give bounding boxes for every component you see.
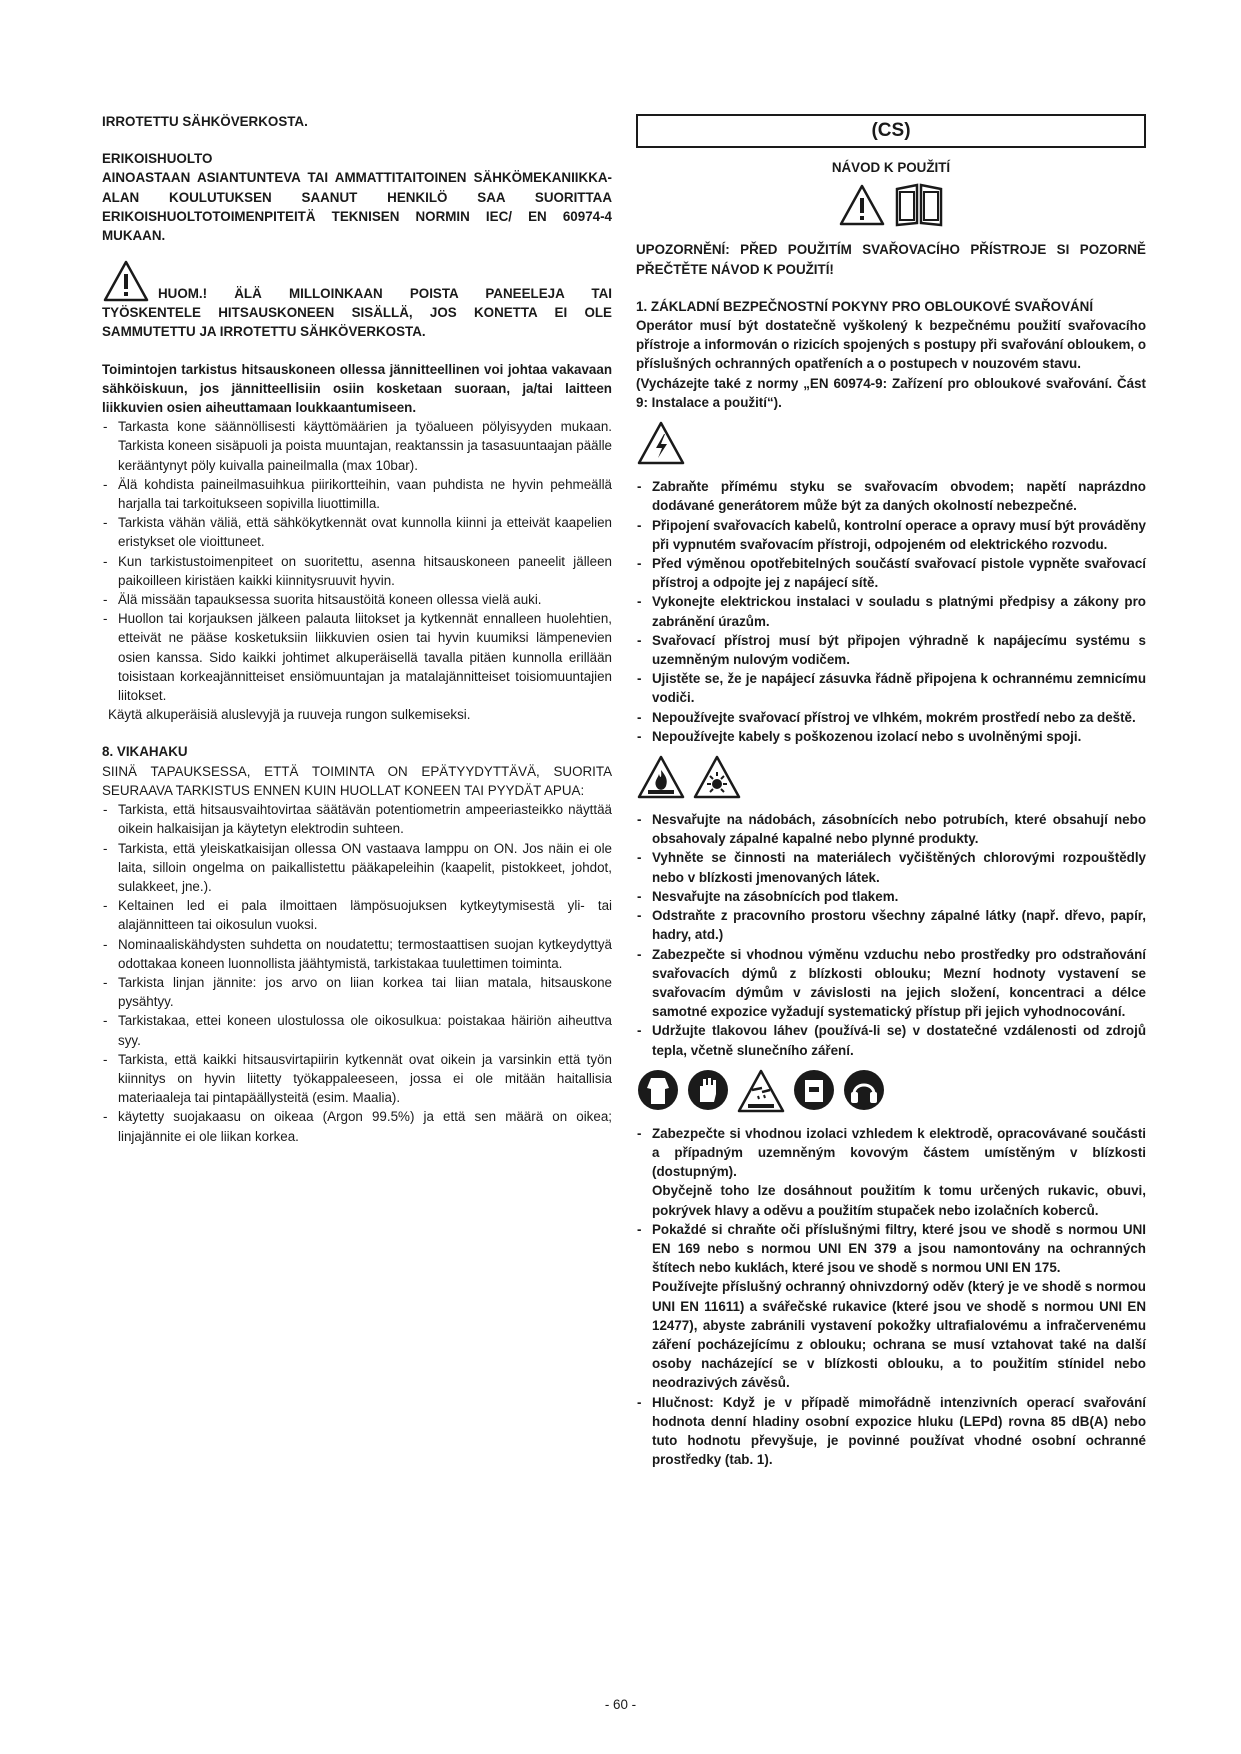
- corrosive-hazard-icon: [736, 1068, 786, 1114]
- list-item: - Tarkista vähän väliä, että sähkökytkennät ovat kunnolla kiinni ja etteivät kaapelien eristykset ole vioittuneet.: [102, 513, 612, 551]
- list-item: - Zabezpečte si vhodnou výměnu vzduchu nebo prostředky pro odstraňování svařovacích dýmů z blízkosti oblouku; Mezní hodnoty vystavení se svařovacím dýmům v závislosti na jejich složení, koncentraci a délce samotné expozice vyžadují systematický přístup při jejich vyhodnocování.: [636, 945, 1146, 1022]
- list-item: - Nominaaliskähdysten suhdetta on noudatettu; termostaattisen suojan kytkeydyttyä odottakaa koneen luonnollista jäähtymistä, tarkistakaa tuulettimen toiminta.: [102, 935, 612, 973]
- special-maintenance-body: AINOASTAAN ASIANTUNTEVA TAI AMMATTITAITOINEN SÄHKÖMEKANIIKKA-ALAN KOULUTUKSEN SAANUT HENKILÖ SAA SUORITTAA ERIKOISHUOLTOTOIMENPITEITÄ TEKNISEN NORMIN IEC/ EN 60974-4 MUKAAN.: [102, 170, 612, 244]
- list-item: [636, 1393, 1146, 1470]
- explosion-hazard-icon: [692, 754, 742, 800]
- list-item: - käytetty suojakaasu on oikeaa (Argon 99.5%) ja että sen määrä on oikea; linjajännite ei ole liikan korkea.: [102, 1107, 612, 1145]
- list-item: - Udržujte tlakovou láhev (používá-li se) v dostatečné vzdálenosti od zdrojů tepla, včetně slunečního záření.: [636, 1021, 1146, 1059]
- electric-shock-warning-icon: [636, 420, 686, 466]
- ppe-list-3: [636, 1393, 1146, 1470]
- read-manual-icons: [636, 183, 1146, 232]
- disconnected-note: IRROTETTU SÄHKÖVERKOSTA.: [102, 114, 308, 129]
- note-lead: HUOM.! ÄLÄ MILLOINKAAN POISTA PANEELEJA TAI: [158, 286, 612, 302]
- ppe-item-2: Pokaždé si chraňte oči příslušnými filtry, které jsou ve shodě s normou UNI EN 169 nebo s normou UNI EN 379 a jsou namontovány na ochranných štítech nebo kuklách, které jsou ve shodě s normou UNI EN 175.: [652, 1221, 1146, 1276]
- special-maintenance-title: ERIKOISHUOLTO: [102, 151, 213, 167]
- fault-list: [102, 800, 612, 1146]
- ppe-list: [636, 1124, 1146, 1182]
- list-item: - Keltainen led ei pala ilmoittaen lämpösuojuksen kytkeytymisestä yli- tai alajännitteen tai oikosulun vuoksi.: [102, 896, 612, 934]
- section-1-norm: (Vycházejte také z normy „EN 60974-9: Zařízení pro obloukové svařování. Část 9: Instalace a použití“).: [636, 375, 1146, 410]
- list-item: - Tarkista, että yleiskatkaisijan ollessa ON vastaava lamppu on ON. Jos näin ei ole laita, silloin ongelma on paikallistettu pääkapeleihin (kaapelit, pistokkeet, johdot, sulakkeet, jne.).: [102, 839, 612, 897]
- left-column: [102, 112, 612, 1146]
- list-item: - Tarkista linjan jännite: jos arvo on liian korkea tai liian matala, hitsauskone pysähtyy.: [102, 973, 612, 1011]
- maintenance-list: [102, 417, 612, 705]
- ppe-list-2: [636, 1220, 1146, 1278]
- list-item: - Odstraňte z pracovního prostoru všechny zápalné látky (např. dřevo, papír, hadry, atd.): [636, 906, 1146, 944]
- language-code: (CS): [871, 120, 911, 142]
- list-item: - Vyhněte se činnosti na materiálech vyčištěných chlorovými rozpouštědly nebo v blízkosti jmenovaných látek.: [636, 848, 1146, 886]
- list-item: - Ujistěte se, že je napájecí zásuvka řádně připojena k ochrannému zemnicímu vodiči.: [636, 669, 1146, 707]
- list-item: - Tarkista, että kaikki hitsausvirtapiirin kytkennät ovat oikein ja varsinkin että työn kiinnitys on hyvin liitetty työkappaleeseen, jossa ei ole mitään haitallisia materiaaleja tai pintapäällysteitä (esim. Maalia).: [102, 1050, 612, 1108]
- list-item: - Älä kohdista paineilmasuihkua piirikortteihin, vaan puhdista ne hyvin pehmeällä harjalla tai tarkoitukseen sopivilla liuottimilla.: [102, 475, 612, 513]
- list-item: [636, 1220, 1146, 1278]
- list-item: [636, 1124, 1146, 1182]
- list-item: - Svařovací přístroj musí být připojen výhradně k napájecímu systému s uzemněným nulovým vodičem.: [636, 631, 1146, 669]
- open-manual-icon: [894, 183, 944, 227]
- face-shield-icon: [792, 1068, 836, 1112]
- list-item: - Nepoužívejte svařovací přístroj ve vlhkém, mokrém prostředí nebo za deště.: [636, 708, 1146, 727]
- list-item: - Tarkasta kone säännöllisesti käyttömäärien ja työalueen pölyisyyden mukaan. Tarkista koneen sisäpuoli ja poista muuntajan, reaktanssin ja tasasuuntaajan päälle kerääntynyt pöly kuivalla paineilmalla (max 10bar).: [102, 417, 612, 475]
- check-warning: Toimintojen tarkistus hitsauskoneen ollessa jännitteellinen voi johtaa vakavaan sähköiskuun, jos jännitteellisiin osiin kosketaan suoraan, ja/tai laitteen liikkuvien osien aiheuttamaan loukkaantumiseen.: [102, 361, 612, 416]
- list-item: - Nesvařujte na zásobnících pod tlakem.: [636, 887, 1146, 906]
- list-item: - Älä missään tapauksessa suorita hitsaustöitä koneen ollessa vielä auki.: [102, 590, 612, 609]
- fire-safety-list: [636, 810, 1146, 1060]
- ppe-item-1-continuation: Obyčejně toho lze dosáhnout použitím k tomu určených rukavic, obuvi, pokrývek hlavy a oděvu a použitím stupaček nebo izolačních koberců.: [652, 1183, 1146, 1218]
- page-number: - 60 -: [604, 1697, 637, 1712]
- fault-finding-title: 8. VIKAHAKU: [102, 744, 188, 760]
- manual-title: NÁVOD K POUŽITÍ: [831, 160, 951, 175]
- language-code-box: [636, 114, 1146, 148]
- note-rest: TYÖSKENTELE HITSAUSKONEEN SISÄLLÄ, JOS KONETTA EI OLE SAMMUTETTU JA IRROTETTU SÄHKÖVERKOSTA.: [102, 305, 612, 340]
- ppe-item-3: Hlučnost: Když je v případě mimořádně intenzivních operací svařování hodnota denní hladiny osobní expozice hluku (LEPd) rovna 85 dB(A) nebo tuto hodnotu převyšuje, je povinné používat vhodné osobní ochranné prostředky (tab. 1).: [652, 1394, 1146, 1468]
- list-item: - Před výměnou opotřebitelných součástí svařovací pistole vypněte svařovací přístroj a odpojte jej z napájecí sítě.: [636, 554, 1146, 592]
- list-item: - Huollon tai korjauksen jälkeen palauta liitokset ja kytkennät ennalleen huolehtien, etteivät ne pääse kosketuksiin liikkuvien osien tai hyvin kuumiksi lämpenevien osien kanssa. Sido kaikki johtimet alkuperäisellä tavalla pitäen kunnolla erillään toisistaan korkeajännitteiset ensiömuuntajan ja matalajännitteiset toisiomuuntajien liitokset.: [102, 609, 612, 705]
- list-item: - Nesvařujte na nádobách, zásobnících nebo potrubích, které obsahují nebo obsahovaly zápalné kapalné nebo plynné produkty.: [636, 810, 1146, 848]
- ear-protection-icon: [842, 1068, 886, 1112]
- ppe-item-2-continuation: Používejte příslušný ochranný ohnivzdorný oděv (který je ve shodě s normou UNI EN 11611) a svářečské rukavice (které jsou ve shodě s normou UNI EN 12477), abyste zabránili vystavení pokožky ultrafialovému a infračervenému záření pocházejícímu z oblouku; ochrana se musí vztahovat také na další osoby nacházející se v blízkosti oblouku, a to použitím stínidel nebo neodrazivých závěsů.: [652, 1279, 1146, 1391]
- list-item: - Kun tarkistustoimenpiteet on suoritettu, asenna hitsauskoneen paneelit jälleen paikoilleen kiristäen kaikki kiinnitysruuvit hyvin.: [102, 552, 612, 590]
- list-item: - Tarkistakaa, ettei koneen ulostulossa ole oikosulkua: poistakaa häiriön aiheuttva syy.: [102, 1011, 612, 1049]
- fire-hazard-icon: [636, 754, 686, 800]
- list-item: - Zabraňte přímému styku se svařovacím obvodem; napětí naprázdno dodávané generátorem může být za daných okolností nebezpečné.: [636, 477, 1146, 515]
- protective-gloves-icon: [686, 1068, 730, 1112]
- fault-finding-intro: SIINÄ TAPAUKSESSA, ETTÄ TOIMINTA ON EPÄTYYDYTTÄVÄ, SUORITA SEURAAVA TARKISTUS ENNEN KUIN HUOLLAT KONEEN TAI PYYDÄT APUA:: [102, 763, 612, 798]
- ppe-icons: [636, 1068, 1146, 1114]
- original-parts-note: Käytä alkuperäisiä aluslevyjä ja ruuveja rungon sulkemiseksi.: [108, 707, 471, 723]
- ppe-item-1: Zabezpečte si vhodnou izolaci vzhledem k elektrodě, opracovávané součásti a případným uzemněným kovovým částem umístěným v blízkosti (dostupným).: [652, 1125, 1146, 1180]
- read-manual-warning: UPOZORNĚNÍ: PŘED POUŽITÍM SVAŘOVACÍHO PŘÍSTROJE SI POZORNĚ PŘEČTĚTE NÁVOD K POUŽITÍ!: [636, 242, 1146, 277]
- list-item: - Tarkista, että hitsausvaihtovirtaa säätävän potentiometrin ampeeriasteikko näyttää oikein halkaisijan ja käytetyn elektrodin suhteen.: [102, 800, 612, 838]
- electric-safety-list: [636, 477, 1146, 746]
- protective-clothing-icon: [636, 1068, 680, 1112]
- section-1-body: Operátor musí být dostatečně vyškolený k bezpečnému použití svařovacího přístroje a informován o rizicích spojených s postupy při svařování obloukem, o příslušných ochranných opatřeních a o postupech v nouzovém stavu.: [636, 318, 1146, 372]
- warning-triangle-icon: [102, 259, 150, 303]
- section-1-title: 1. ZÁKLADNÍ BEZPEČNOSTNÍ POKYNY PRO OBLOUKOVÉ SVAŘOVÁNÍ: [636, 298, 1094, 314]
- list-item: - Vykonejte elektrickou instalaci v souladu s platnými předpisy a zákony pro zabránění úrazům.: [636, 592, 1146, 630]
- right-column: [636, 112, 1146, 1469]
- note-warning-row: [102, 259, 612, 303]
- list-item: - Připojení svařovacích kabelů, kontrolní operace a opravy musí být prováděny při vypnutém svařovacím přístroji, odpojeném od elektrického rozvodu.: [636, 516, 1146, 554]
- fire-hazard-icons: [636, 754, 1146, 800]
- warning-triangle-icon: [838, 183, 886, 227]
- list-item: - Nepoužívejte kabely s poškozenou izolací nebo s uvolněnými spoji.: [636, 727, 1146, 746]
